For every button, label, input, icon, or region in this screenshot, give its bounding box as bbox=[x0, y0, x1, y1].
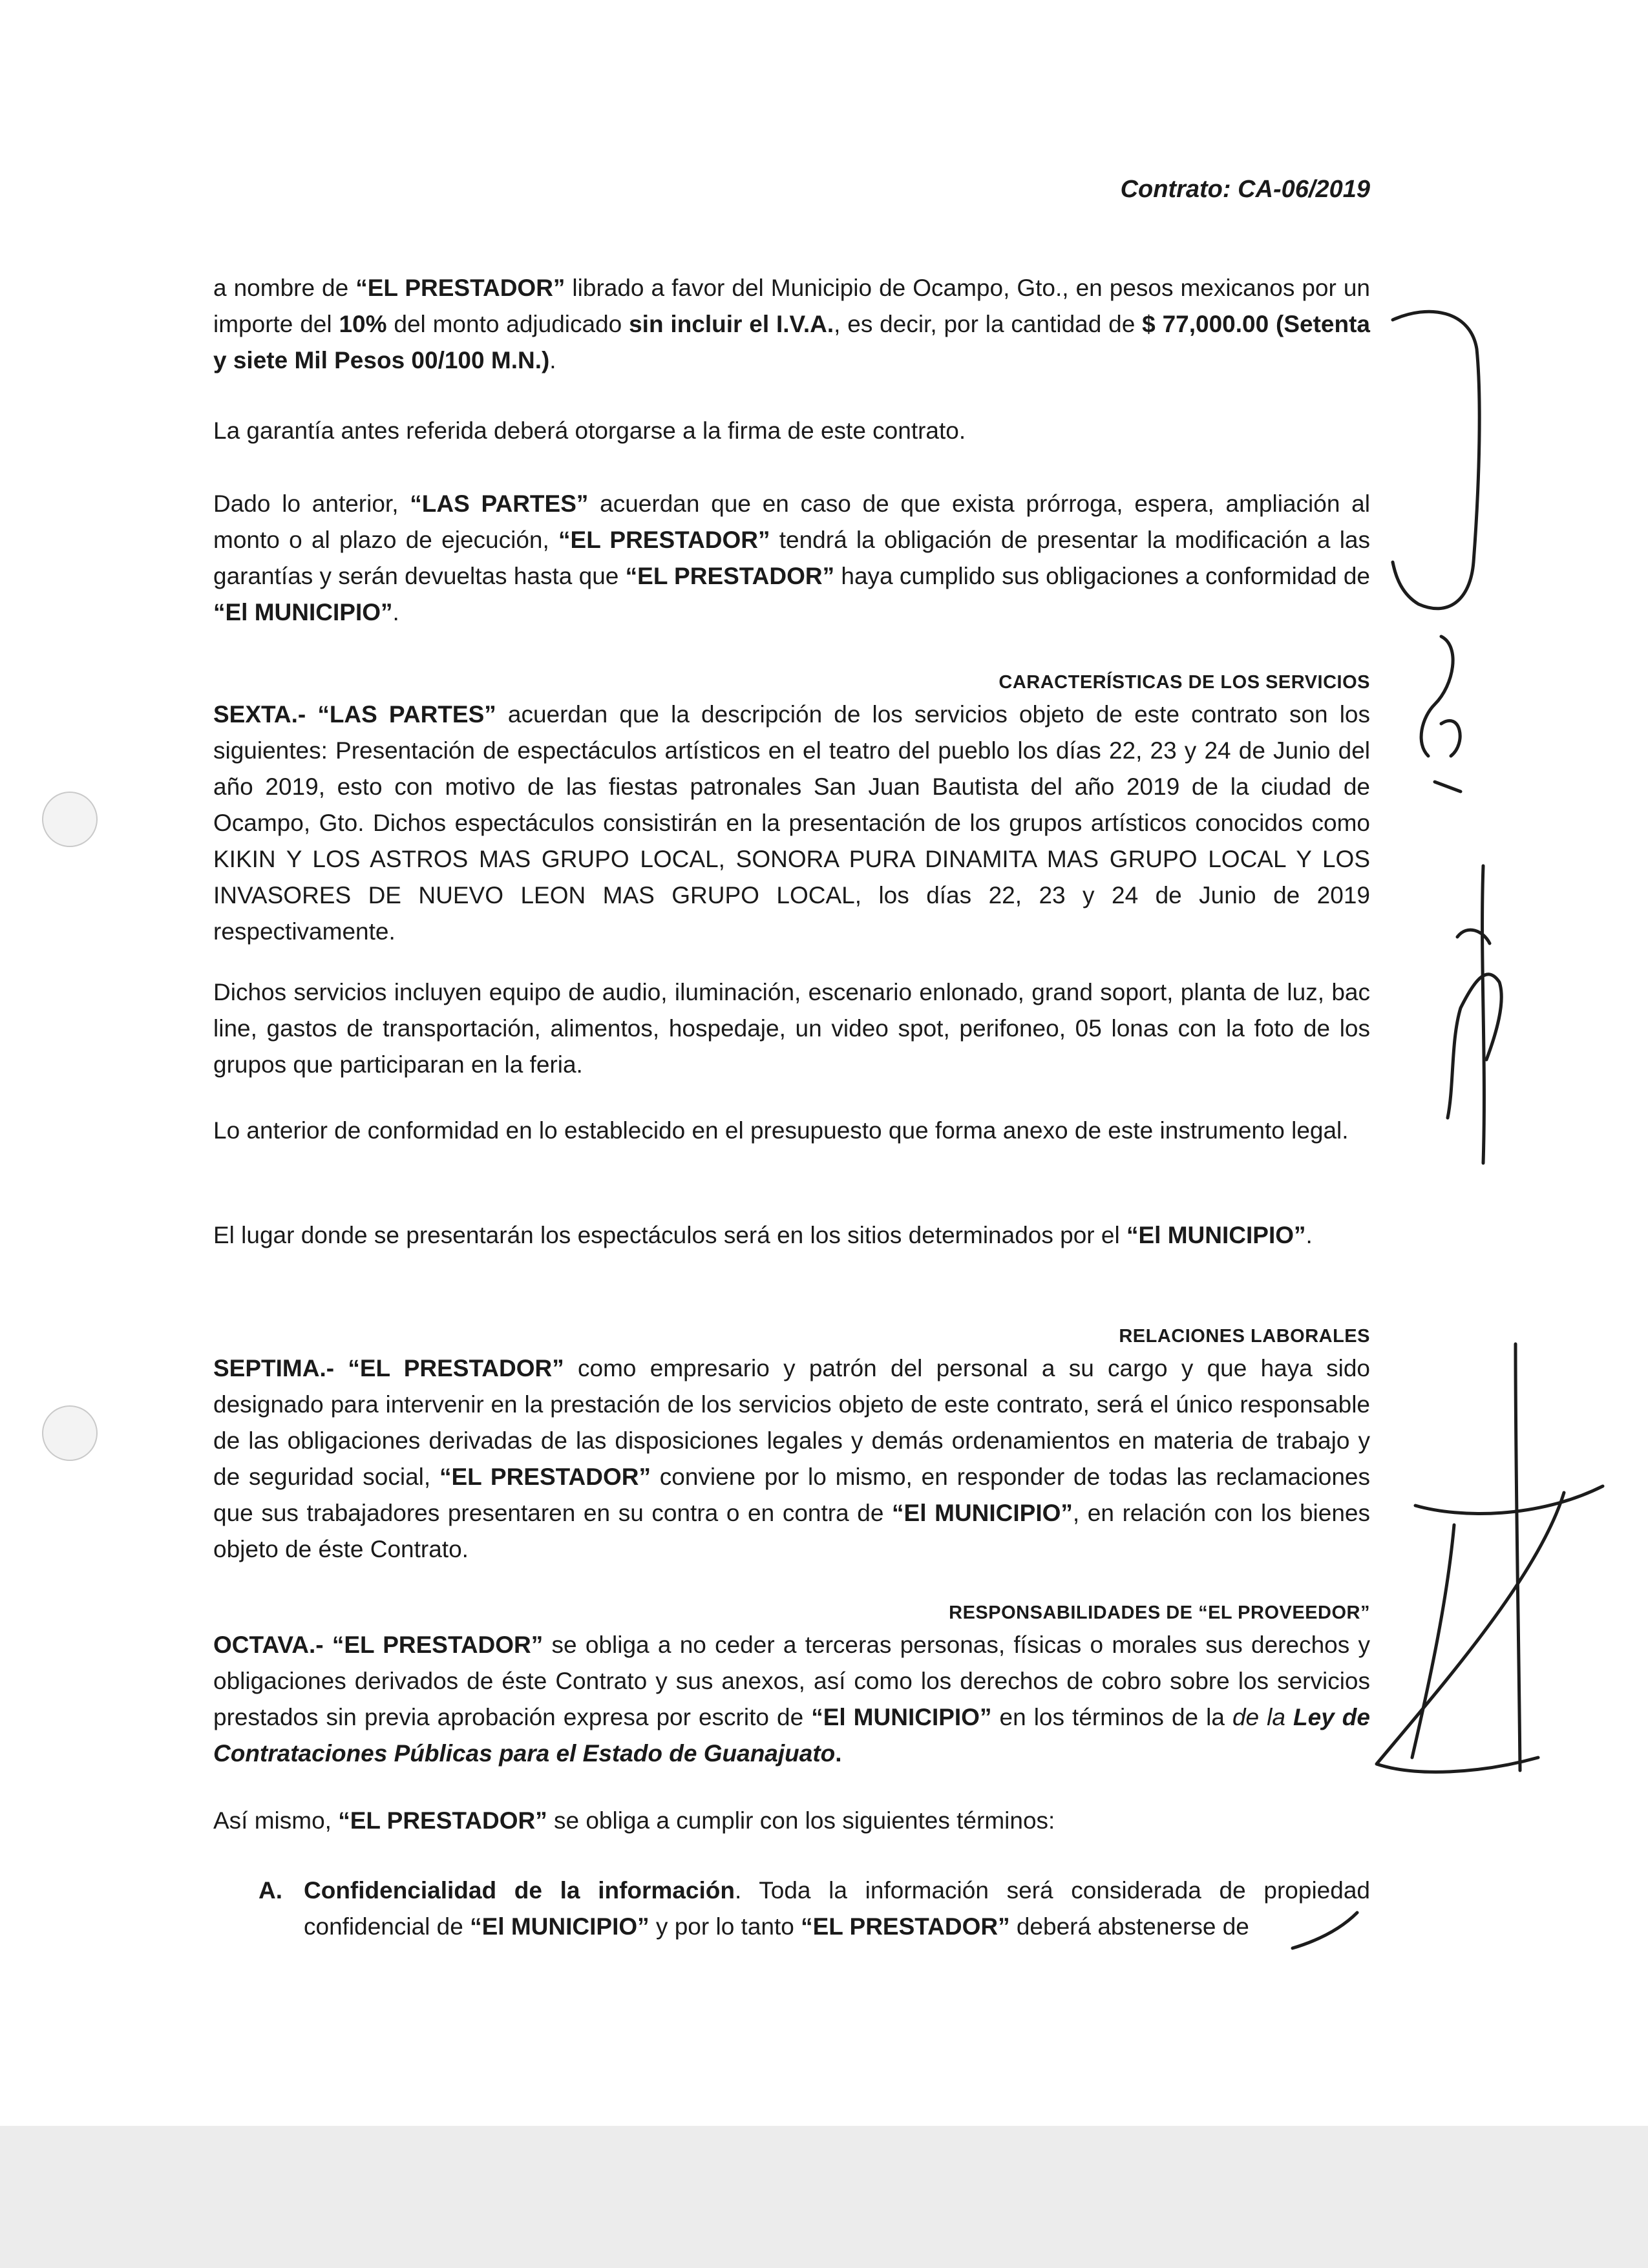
signature-vertical bbox=[1448, 866, 1501, 1163]
bold-run: $ 77,000.00 (Setenta y siete Mil Pesos 00/100 M.N.) bbox=[213, 311, 1371, 373]
clause-septima bbox=[213, 1350, 1370, 1568]
text-run: . bbox=[392, 599, 399, 625]
text-run: , es decir, por la cantidad de bbox=[834, 311, 1143, 337]
text-run: conviene por lo mismo, en responder de todas las reclamaciones que sus trabajadores presentaren en su contra o en contra de bbox=[213, 1464, 1370, 1526]
punch-hole-bottom bbox=[42, 1405, 98, 1461]
text-run: a nombre de bbox=[213, 275, 356, 301]
text-run: . Toda la información será considerada de propiedad confidencial de bbox=[304, 1877, 1370, 1940]
guarantee-signing-paragraph: La garantía antes referida deberá otorgarse a la firma de este contrato. bbox=[213, 417, 966, 444]
text-run: librado a favor del Municipio de Ocampo, Gto., en pesos mexicanos por un importe del bbox=[213, 275, 1370, 337]
signature-curve-top bbox=[1393, 311, 1479, 609]
text-run: acuerdan que en caso de que exista prórroga, espera, ampliación al monto o al plazo de ejecución, bbox=[213, 490, 1370, 553]
bold-run: “El MUNICIPIO” bbox=[811, 1704, 992, 1730]
text-run: se obliga a no ceder a terceras personas, físicas o morales sus derechos y obligaciones derivados de éste Contrato y sus anexos, así como los derechos de cobro sobre los servicios prestados sin previa aprobación expresa por escrito de bbox=[213, 1632, 1370, 1730]
text-run: haya cumplido sus obligaciones a conformidad de bbox=[834, 563, 1371, 589]
text-run: tendrá la obligación de presentar la modificación a las garantías y serán devueltas hasta que bbox=[213, 527, 1370, 589]
bold-run: “EL PRESTADOR” bbox=[625, 563, 835, 589]
bold-run: “EL PRESTADOR” bbox=[338, 1807, 547, 1834]
section-heading-responsabilidades: RESPONSABILIDADES DE “EL PROVEEDOR” bbox=[949, 1602, 1370, 1623]
signature-initials bbox=[1421, 636, 1461, 792]
venue-paragraph bbox=[213, 1217, 1370, 1254]
text-run: del monto adjudicado bbox=[386, 311, 629, 337]
bold-run: SEPTIMA.- “EL PRESTADOR” bbox=[213, 1355, 564, 1381]
bold-run: sin incluir el I.V.A. bbox=[629, 311, 834, 337]
text-run: Dado lo anterior, bbox=[213, 490, 410, 517]
bold-run: “El MUNICIPIO” bbox=[1126, 1222, 1306, 1248]
budget-annex-paragraph: Lo anterior de conformidad en lo establecido en el presupuesto que forma anexo de este instrumento legal. bbox=[213, 1117, 1349, 1144]
list-item-letter: A. bbox=[259, 1877, 282, 1904]
extension-paragraph bbox=[213, 486, 1370, 631]
bold-run: . bbox=[835, 1740, 842, 1767]
text-run: . bbox=[549, 347, 556, 373]
bold-run: “El MUNICIPIO” bbox=[470, 1913, 650, 1940]
section-heading-laborales: RELACIONES LABORALES bbox=[1119, 1326, 1370, 1347]
italic-run: de la bbox=[1232, 1704, 1294, 1730]
bold-run: “LAS PARTES” bbox=[410, 490, 589, 517]
text-run: Así mismo, bbox=[213, 1807, 339, 1834]
text-run: El lugar donde se presentarán los espectáculos será en los sitios determinados por el bbox=[213, 1222, 1126, 1248]
obligations-intro-paragraph bbox=[213, 1803, 1370, 1839]
text-run: y por lo tanto bbox=[649, 1913, 801, 1940]
clause-octava bbox=[213, 1627, 1370, 1772]
services-includes-paragraph: Dichos servicios incluyen equipo de audio, iluminación, escenario enlonado, grand soport, planta de luz, bac line, gastos de transportación, alimentos, hospedaje, un video spot, perifoneo, 05 lonas con la foto de los grupos que participaran en la feria. bbox=[213, 979, 1370, 1078]
punch-hole-top bbox=[42, 792, 98, 847]
bold-run: “EL PRESTADOR” bbox=[558, 527, 770, 553]
text-run: , en relación con los bienes objeto de éste Contrato. bbox=[213, 1500, 1370, 1562]
text-run: en los términos de la bbox=[991, 1704, 1232, 1730]
bold-run: “EL PRESTADOR” bbox=[355, 275, 565, 301]
bold-italic-run: Ley de Contrataciones Públicas para el Estado de Guanajuato bbox=[213, 1704, 1370, 1767]
bold-run: “El MUNICIPIO” bbox=[213, 599, 393, 625]
text-run: se obliga a cumplir con los siguientes términos: bbox=[547, 1807, 1055, 1834]
bold-run: 10% bbox=[339, 311, 387, 337]
scan-bottom-edge bbox=[0, 2126, 1648, 2268]
clause-sexta bbox=[213, 697, 1370, 950]
text-run: acuerdan que la descripción de los servicios objeto de este contrato son los siguientes: Presentación de espectáculos artísticos en el teatro del pueblo los días 22, 23 y 24 de Junio del año 2019, esto con motivo de las fiestas patronales San Juan Bautista del año 2019 de la ciudad de Ocampo, Gto. Dichos espectáculos consistirán en la presentación de los grupos artísticos conocidos como KIKIN Y LOS ASTROS MAS GRUPO LOCAL, SONORA PURA DINAMITA MAS GRUPO LOCAL Y LOS INVASORES DE NUEVO LEON MAS GRUPO LOCAL, los días 22, 23 y 24 de Junio de 2019 respectivamente. bbox=[213, 701, 1370, 945]
text-run: deberá abstenerse de bbox=[1009, 1913, 1249, 1940]
bold-run: OCTAVA.- “EL PRESTADOR” bbox=[213, 1632, 544, 1658]
text-run: como empresario y patrón del personal a su cargo y que haya sido designado para intervenir en la prestación de los servicios objeto de este contrato, será el único responsable de las obligaciones derivadas de las disposiciones legales y demás ordenamientos en materia de trabajo y de seguridad social, bbox=[213, 1355, 1370, 1490]
bold-run: “EL PRESTADOR” bbox=[801, 1913, 1010, 1940]
bold-run: SEXTA.- “LAS PARTES” bbox=[213, 701, 496, 728]
bold-run: “El MUNICIPIO” bbox=[892, 1500, 1073, 1526]
text-run: . bbox=[1305, 1222, 1313, 1248]
guarantee-paragraph bbox=[213, 270, 1370, 379]
bold-run: “EL PRESTADOR” bbox=[439, 1464, 651, 1490]
list-item-confidentiality bbox=[304, 1873, 1370, 1945]
section-heading-servicios: CARACTERÍSTICAS DE LOS SERVICIOS bbox=[998, 672, 1370, 693]
contract-reference: Contrato: CA-06/2019 bbox=[1120, 176, 1370, 203]
bold-run: Confidencialidad de la información bbox=[304, 1877, 735, 1904]
